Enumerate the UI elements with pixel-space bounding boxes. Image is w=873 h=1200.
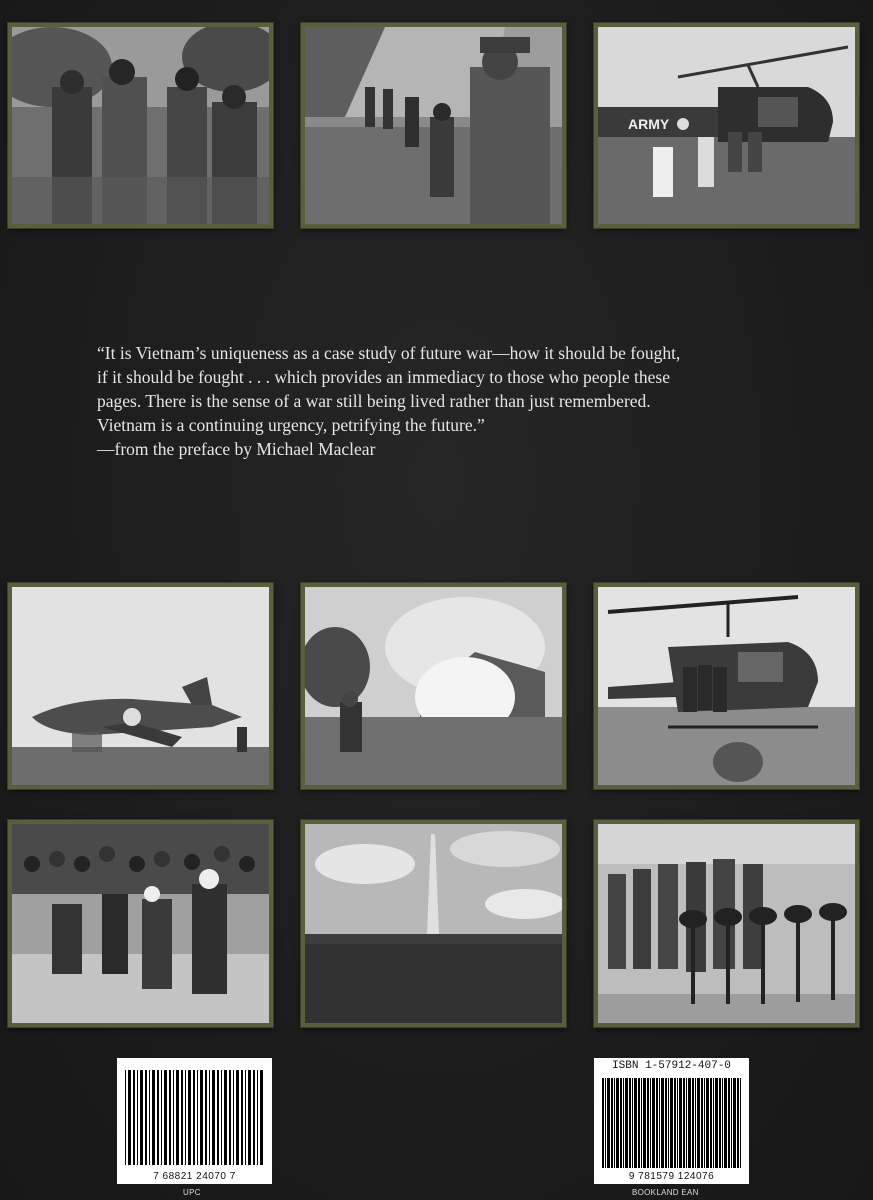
barcode-bar xyxy=(245,1070,246,1165)
barcode-bar xyxy=(647,1078,649,1168)
ean-label: BOOKLAND EAN xyxy=(632,1188,699,1197)
barcode-bar xyxy=(616,1078,619,1168)
upc-label: UPC xyxy=(183,1188,201,1197)
barcode-bar xyxy=(623,1078,624,1168)
barcode-bar xyxy=(620,1078,622,1168)
barcode-bar xyxy=(257,1070,258,1165)
photo-army-helicopter-image xyxy=(598,27,855,224)
barcode-bar xyxy=(719,1078,721,1168)
photo-soldiers-wading xyxy=(301,23,566,228)
barcode-bar xyxy=(733,1078,736,1168)
barcode-bar xyxy=(205,1070,207,1165)
photo-soldiers-jungle-image xyxy=(12,27,269,224)
barcode-bar xyxy=(193,1070,195,1165)
barcode-bar xyxy=(715,1078,718,1168)
barcode-bar xyxy=(634,1078,637,1168)
barcode-bar xyxy=(611,1078,613,1168)
barcode-bar xyxy=(260,1070,263,1165)
barcode-bar xyxy=(665,1078,667,1168)
photo-burning-hut xyxy=(301,583,566,789)
barcode-bar xyxy=(241,1070,243,1165)
barcode-bar xyxy=(605,1078,606,1168)
photo-fighter-jet xyxy=(8,583,273,789)
barcode-bar xyxy=(701,1078,703,1168)
barcode-bar xyxy=(128,1070,131,1165)
barcode-bar xyxy=(661,1078,664,1168)
isbn-number: ISBN 1-57912-407-0 xyxy=(612,1060,731,1072)
barcode-bar xyxy=(724,1078,727,1168)
barcode-bar xyxy=(157,1070,159,1165)
barcode-bar xyxy=(221,1070,222,1165)
photo-helicopter-soldiers xyxy=(594,583,859,789)
barcode-bar xyxy=(236,1070,239,1165)
barcode-bar xyxy=(652,1078,655,1168)
barcode-bar xyxy=(650,1078,651,1168)
barcode-bar xyxy=(173,1070,174,1165)
photo-memorial-helmets xyxy=(594,820,859,1027)
upc-bars xyxy=(125,1070,264,1165)
barcode-bar xyxy=(629,1078,631,1168)
barcode-bar xyxy=(641,1078,642,1168)
barcode-bar xyxy=(200,1070,203,1165)
barcode-bar xyxy=(253,1070,255,1165)
barcode-bar xyxy=(674,1078,676,1168)
photo-washington-monument-rally xyxy=(301,820,566,1027)
photo-memorial-helmets-image xyxy=(598,824,855,1023)
barcode-bar xyxy=(728,1078,730,1168)
ean-number: 9 781579 124076 xyxy=(628,1171,715,1182)
quote-line: pages. There is the sense of a war still being lived rather than just remembered. xyxy=(97,391,651,411)
barcode-bar xyxy=(706,1078,709,1168)
photo-burning-hut-image xyxy=(305,587,562,785)
barcode-bar xyxy=(614,1078,615,1168)
photo-washington-monument-rally-image xyxy=(305,824,562,1023)
preface-quote xyxy=(97,341,797,461)
barcode-bar xyxy=(152,1070,155,1165)
photo-protest-crowd xyxy=(8,820,273,1027)
ean-bars xyxy=(602,1078,741,1168)
ean-barcode xyxy=(594,1058,749,1184)
barcode-bar xyxy=(692,1078,694,1168)
barcode-bar xyxy=(607,1078,610,1168)
barcode-bar xyxy=(656,1078,658,1168)
barcode-bar xyxy=(161,1070,162,1165)
barcode-bar xyxy=(125,1070,126,1165)
barcode-bar xyxy=(731,1078,732,1168)
quote-line: “It is Vietnam’s uniqueness as a case study of future war—how it should be fought, xyxy=(97,343,681,363)
barcode-bar xyxy=(704,1078,705,1168)
barcode-bar xyxy=(248,1070,251,1165)
barcode-bar xyxy=(737,1078,739,1168)
barcode-bar xyxy=(688,1078,691,1168)
barcode-bar xyxy=(677,1078,678,1168)
barcode-bar xyxy=(740,1078,741,1168)
barcode-bar xyxy=(224,1070,227,1165)
barcode-bar xyxy=(209,1070,210,1165)
barcode-bar xyxy=(169,1070,171,1165)
barcode-bar xyxy=(164,1070,167,1165)
barcode-bar xyxy=(233,1070,234,1165)
photo-soldiers-wading-image xyxy=(305,27,562,224)
barcode-bar xyxy=(181,1070,183,1165)
photo-army-helicopter xyxy=(594,23,859,228)
barcode-bar xyxy=(133,1070,135,1165)
photo-protest-crowd-image xyxy=(12,824,269,1023)
barcode-bar xyxy=(140,1070,143,1165)
barcode-bar xyxy=(683,1078,685,1168)
barcode-bar xyxy=(632,1078,633,1168)
barcode-bar xyxy=(137,1070,138,1165)
barcode-bar xyxy=(668,1078,669,1168)
quote-line: if it should be fought . . . which provides an immediacy to those who people these xyxy=(97,367,671,387)
barcode-bar xyxy=(229,1070,231,1165)
barcode-bar xyxy=(602,1078,604,1168)
barcode-bar xyxy=(643,1078,646,1168)
barcode-bar xyxy=(625,1078,628,1168)
barcode-bar xyxy=(176,1070,179,1165)
barcode-bar xyxy=(659,1078,660,1168)
barcode-bar xyxy=(695,1078,696,1168)
photo-helicopter-soldiers-image xyxy=(598,587,855,785)
barcode-bar xyxy=(212,1070,215,1165)
barcode-bar xyxy=(145,1070,147,1165)
barcode-bar xyxy=(185,1070,186,1165)
quote-line: Vietnam is a continuing urgency, petrifying the future.” xyxy=(97,415,485,435)
barcode-bar xyxy=(679,1078,682,1168)
photo-fighter-jet-image xyxy=(12,587,269,785)
quote-attribution: —from the preface by Michael Maclear xyxy=(97,439,376,459)
barcode-bar xyxy=(670,1078,673,1168)
barcode-bar xyxy=(188,1070,191,1165)
barcode-bar xyxy=(197,1070,198,1165)
barcode-bar xyxy=(697,1078,700,1168)
upc-number: 7 68821 24070 7 xyxy=(153,1171,236,1182)
army-sign: ARMY xyxy=(628,116,670,132)
barcode-bar xyxy=(722,1078,723,1168)
barcode-bar xyxy=(686,1078,687,1168)
barcode-bar xyxy=(217,1070,219,1165)
upc-barcode xyxy=(117,1058,272,1184)
photo-soldiers-jungle xyxy=(8,23,273,228)
barcode-bar xyxy=(638,1078,640,1168)
barcode-bar xyxy=(149,1070,150,1165)
barcode-bar xyxy=(713,1078,714,1168)
barcode-bar xyxy=(710,1078,712,1168)
